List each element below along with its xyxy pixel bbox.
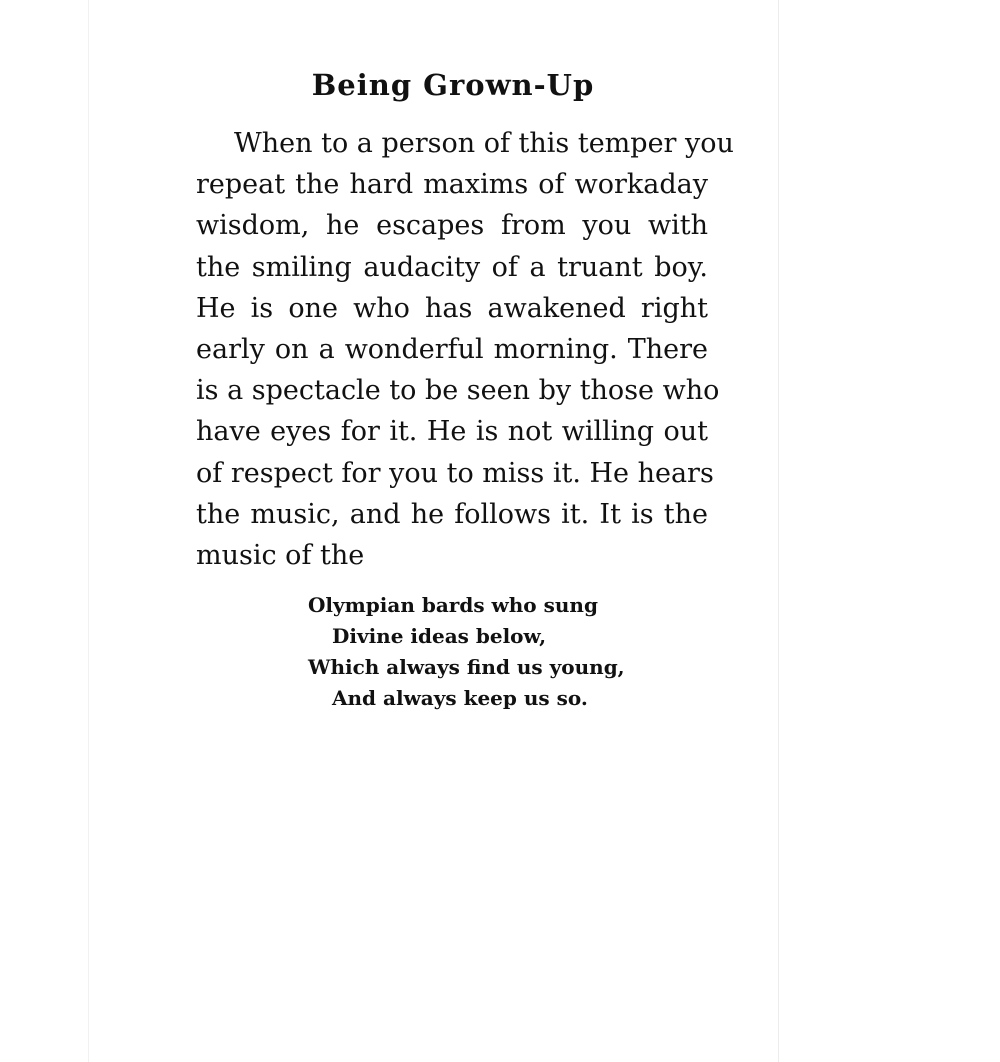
- prose-line: of respect for you to miss it. He hears: [196, 457, 714, 489]
- prose-line: early on a wonderful morning. There: [196, 333, 708, 365]
- scan-edge-left: [88, 0, 89, 1062]
- prose-paragraph: [196, 123, 734, 576]
- prose-line: is a spectacle to be seen by those who: [196, 375, 720, 407]
- verse-quotation: [308, 590, 628, 714]
- running-title: Being Grown-Up: [311, 68, 595, 102]
- verse-line: And always keep us so.: [332, 686, 588, 710]
- prose-line: repeat the hard maxims of workaday: [196, 169, 708, 201]
- verse-line: Divine ideas below,: [332, 624, 547, 648]
- prose-line: music of the: [196, 539, 365, 571]
- verse-line: Olympian bards who sung: [308, 593, 598, 617]
- prose-line: When to a person of this temper you: [234, 128, 734, 159]
- prose-line: have eyes for it. He is not willing out: [196, 416, 708, 448]
- prose-line: He is one who has awakened right: [196, 292, 708, 324]
- prose-line: the music, and he follows it. It is the: [196, 498, 708, 530]
- verse-line: Which always find us young,: [308, 655, 625, 679]
- scan-edge-right: [778, 0, 779, 1062]
- prose-line: the smiling audacity of a truant boy.: [196, 251, 708, 283]
- prose-line: wisdom, he escapes from you with: [196, 210, 708, 242]
